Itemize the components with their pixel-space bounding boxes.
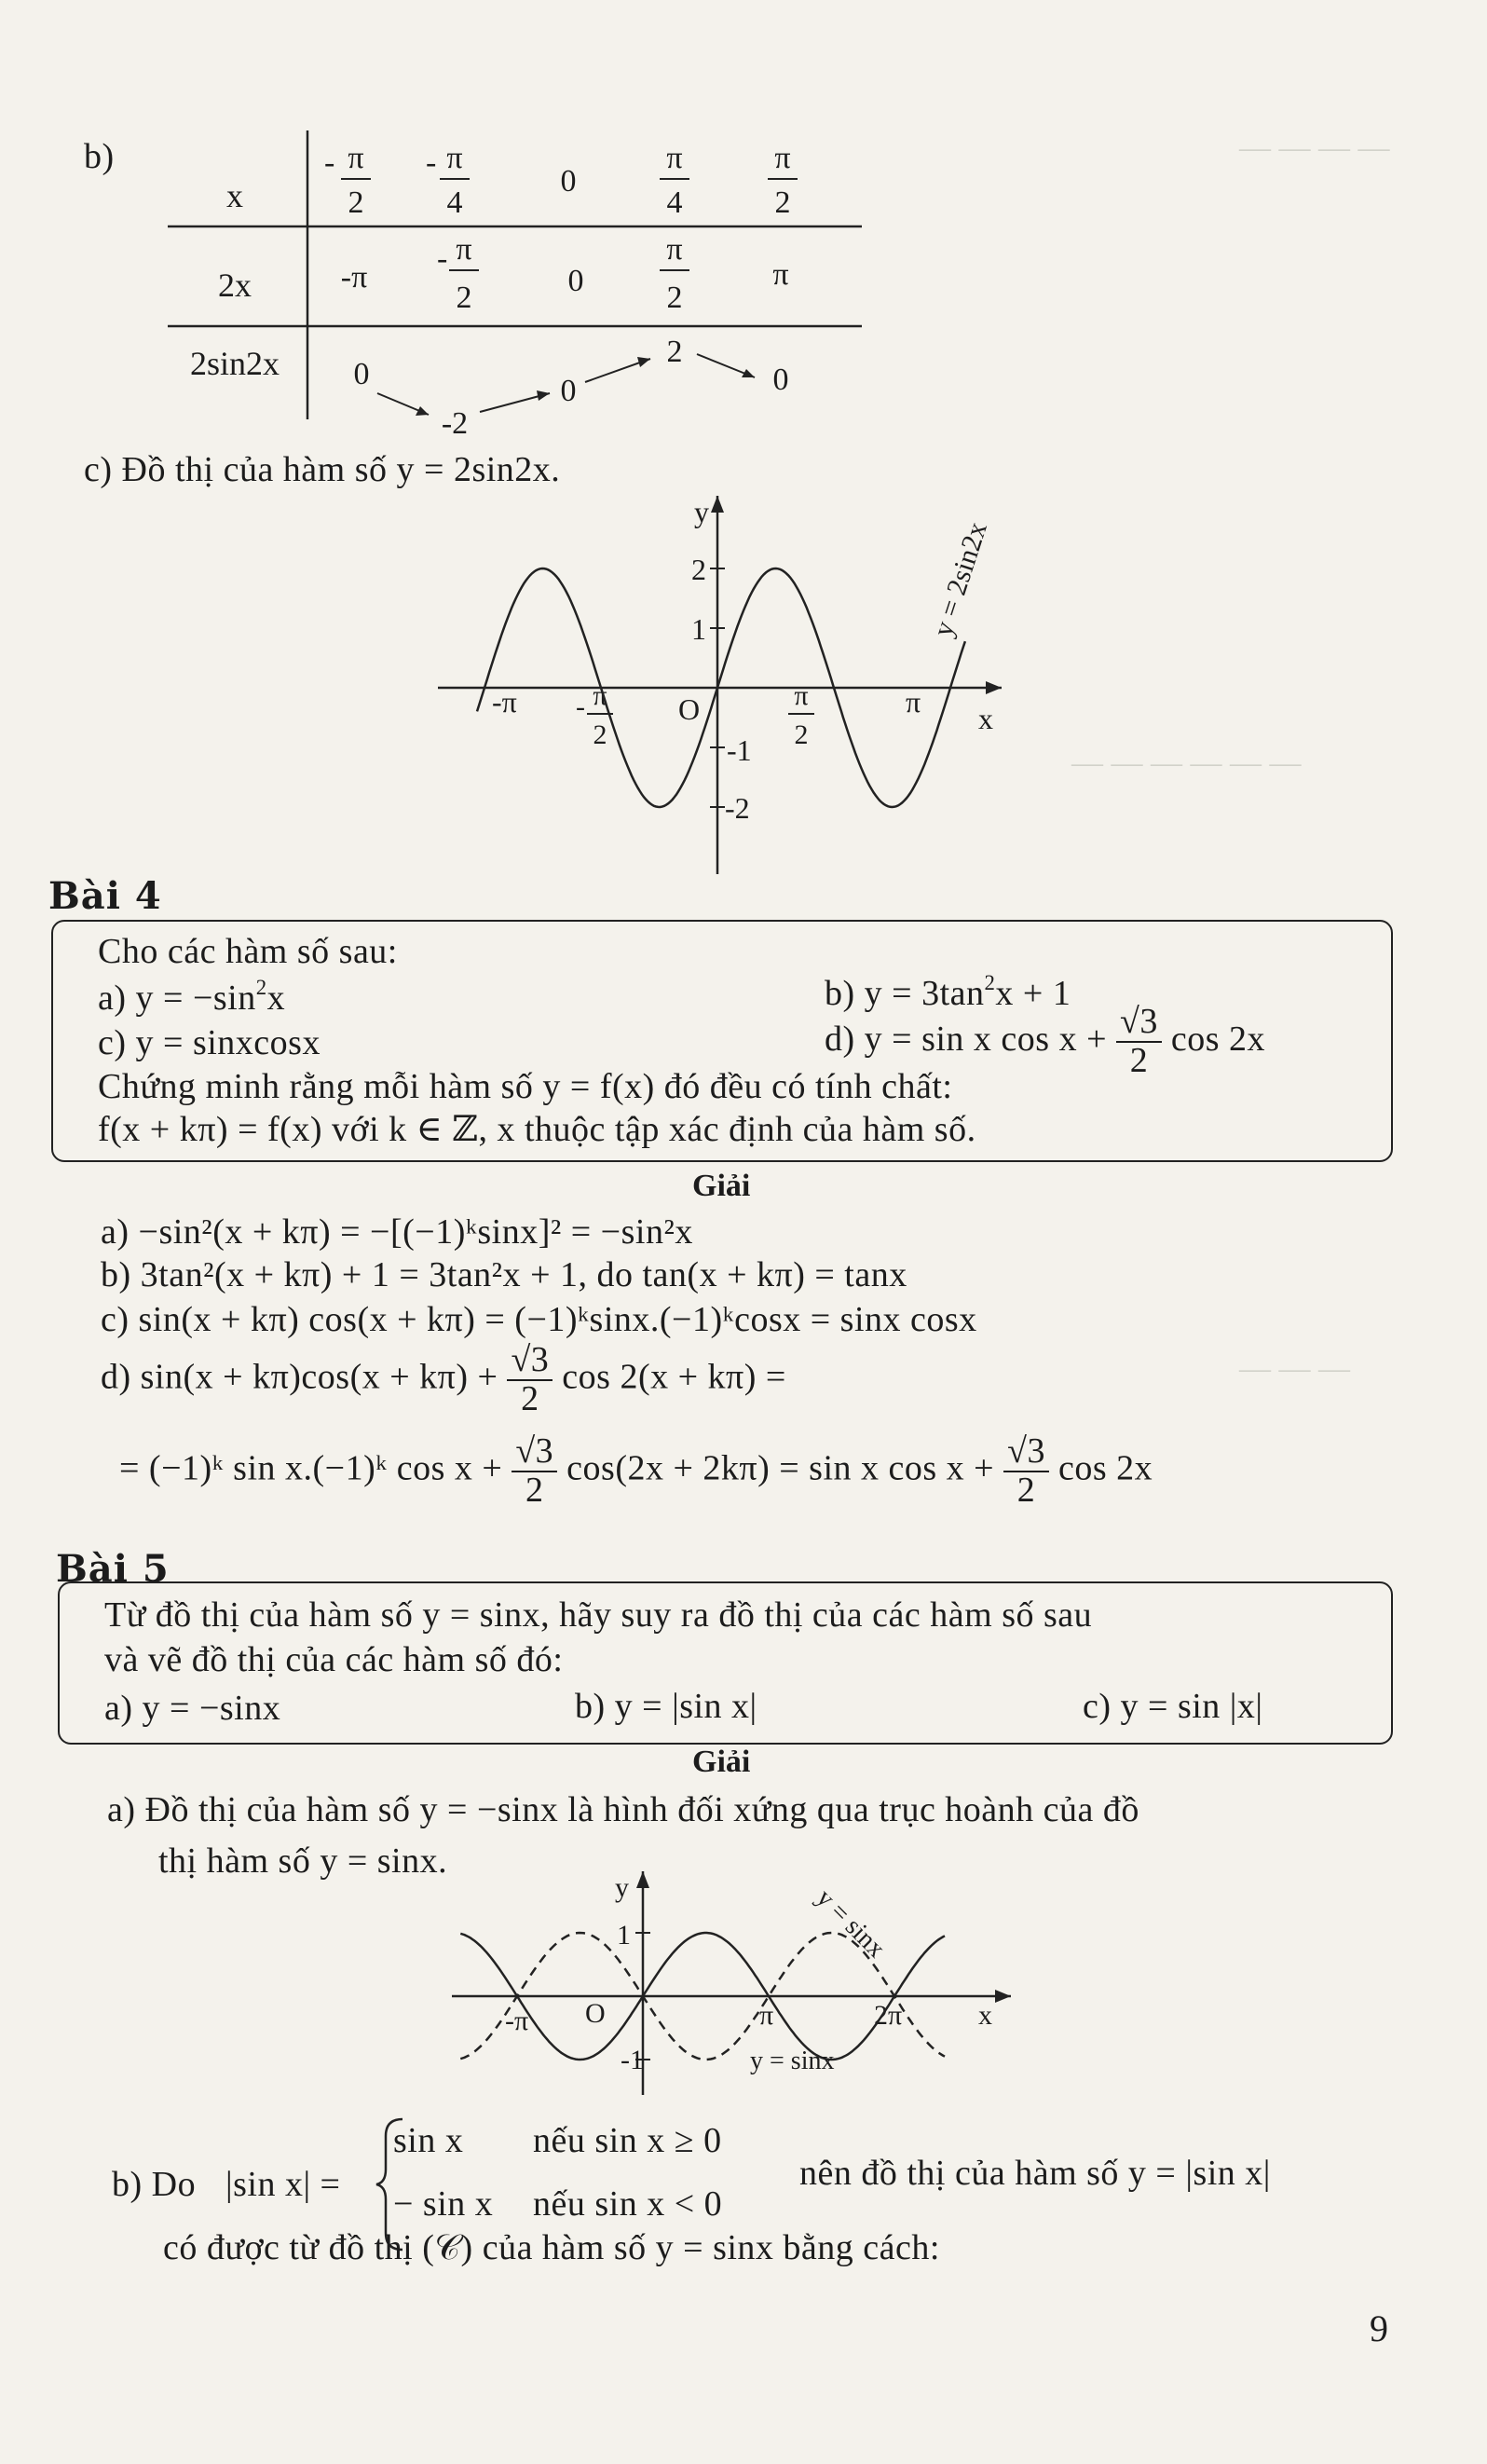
cell-x-0: 0: [560, 164, 577, 198]
bai5-giai: Giải: [692, 1745, 751, 1779]
y-axis-label: y: [694, 495, 709, 528]
case1-cond: nếu sin x ≥ 0: [533, 2121, 722, 2160]
x-tick-pi: π: [906, 685, 921, 719]
bai4-item-c: c) y = sinxcosx: [98, 1023, 321, 1062]
x-tick-2pi: 2π: [874, 2000, 903, 2031]
var-value-3: 0: [560, 374, 577, 408]
y-tick-2: 2: [691, 553, 706, 586]
bai5-sol-b-abs: |sin x| =: [225, 2165, 341, 2204]
svg-text:π: π: [348, 141, 364, 175]
svg-text:π: π: [456, 232, 472, 267]
graph-sin-reflection: [447, 1864, 1044, 2097]
curve-label-top: y = sinx: [811, 1883, 891, 1964]
x-axis-label: x: [978, 2000, 992, 2031]
var-value-4: 2: [666, 335, 683, 369]
origin-label: O: [678, 692, 701, 726]
svg-text:-: -: [324, 145, 335, 180]
bai5-sol-a1: a) Đồ thị của hàm số y = −sinx là hình đối xứng qua trục hoành của đồ: [107, 1790, 1139, 1829]
bai5-item-a: a) y = −sinx: [104, 1689, 281, 1728]
bai5-item-c: c) y = sin |x|: [1083, 1687, 1263, 1726]
bai4-claim2: f(x + kπ) = f(x) với k ∈ ℤ, x thuộc tập xác định của hàm số.: [98, 1110, 976, 1149]
cell-2x-0: 0: [567, 264, 584, 298]
svg-text:2: 2: [593, 719, 607, 750]
cell-2x-pi: π: [772, 257, 789, 292]
svg-text:4: 4: [666, 185, 683, 220]
bai5-sol-b-line2: có được từ đồ thị (𝒞) của hàm số y = sinx bằng cách:: [163, 2228, 940, 2267]
bai4-intro: Cho các hàm số sau:: [98, 932, 398, 971]
y-tick-neg1: -1: [727, 733, 752, 767]
svg-text:π: π: [774, 141, 791, 175]
bai4-title: Bài 4: [48, 874, 162, 918]
row-head-2sin2x: 2sin2x: [189, 345, 280, 382]
bai5-sol-a2: thị hàm số y = sinx.: [158, 1841, 448, 1881]
y-tick-neg1: -1: [621, 2045, 644, 2075]
bai4-sol-a: a) −sin²(x + kπ) = −[(−1)ᵏsinx]² = −sin²x: [101, 1212, 693, 1252]
bai4-problem-box: [51, 920, 1393, 1162]
origin-label: O: [585, 1998, 606, 2029]
row-head-x: x: [226, 177, 243, 214]
cell-2x-neg-pi: -π: [340, 260, 368, 294]
bai5-title: Bài 5: [56, 1547, 170, 1591]
cell-2x-pi-2: [660, 232, 689, 315]
y-axis-label: y: [615, 1872, 629, 1903]
cell-x-neg-pi-4: [426, 141, 470, 220]
svg-text:π: π: [593, 680, 607, 711]
svg-text:-: -: [426, 145, 437, 180]
bai4-sol-b: b) 3tan²(x + kπ) + 1 = 3tan²x + 1, do tan(x + kπ) = tanx: [101, 1255, 907, 1294]
case1-expr: sin x: [393, 2121, 464, 2160]
value-table: [158, 130, 885, 438]
bai4-item-b: b) $y = 3\tan^2x + 1$: [825, 971, 1071, 1013]
x-tick-neg-pi: -π: [505, 2005, 529, 2036]
svg-text:π: π: [794, 680, 809, 711]
bai4-sol-c: c) sin(x + kπ) cos(x + kπ) = (−1)ᵏsinx.(−1)ᵏcosx = sinx cosx: [101, 1300, 977, 1339]
x-tick-pi-2: [788, 680, 814, 750]
bai4-claim: Chứng minh rằng mỗi hàm số y = f(x) đó đều có tính chất:: [98, 1067, 953, 1106]
curve-label: y = 2sin2x: [927, 518, 993, 641]
svg-text:2: 2: [794, 719, 809, 750]
bai5-sol-b-prefix: b) Do: [112, 2165, 197, 2204]
bai5-item-b: b) y = |sin x|: [575, 1687, 757, 1726]
svg-text:-: -: [576, 691, 585, 722]
cell-x-neg-pi-2: [324, 141, 371, 220]
bai5-box-line2: và vẽ đồ thị của các hàm số đó:: [104, 1640, 564, 1679]
svg-text:π: π: [446, 141, 463, 175]
case2-cond: nếu sin x < 0: [533, 2184, 723, 2224]
x-tick-neg-pi: -π: [492, 685, 517, 719]
row-head-2x: 2x: [218, 267, 252, 304]
graph-2sin2x: [429, 485, 1025, 876]
cell-x-pi-4: [660, 141, 689, 220]
case2-expr: − sin x: [393, 2184, 494, 2224]
svg-text:2: 2: [666, 281, 683, 315]
svg-text:-: -: [437, 241, 448, 276]
svg-text:2: 2: [456, 281, 472, 315]
bai4-item-d: d) y = sin x cos x + $\frac{√3}{2}$ cos 2x: [825, 1002, 1266, 1081]
page-number: 9: [1370, 2307, 1389, 2349]
svg-text:2: 2: [348, 185, 364, 220]
svg-text:π: π: [666, 141, 683, 175]
bai5-box-line1: Từ đồ thị của hàm số y = sinx, hãy suy ra đồ thị của các hàm số sau: [104, 1595, 1093, 1635]
var-value-5: 0: [772, 363, 789, 397]
svg-text:2: 2: [774, 185, 791, 220]
y-tick-1: 1: [691, 612, 706, 646]
x-tick-pi: π: [759, 2000, 774, 2031]
bai4-sol-d1: d) sin(x + kπ)cos(x + kπ) + $\frac{√3}{2}$ cos 2(x + kπ) =: [101, 1340, 786, 1418]
var-value-1: 0: [353, 357, 370, 391]
svg-text:π: π: [666, 232, 683, 267]
x-axis-label: x: [978, 702, 993, 735]
bai4-item-a: a) $y = -\sin^2x$: [98, 976, 286, 1018]
bai5-problem-box: [58, 1581, 1393, 1745]
cell-x-pi-2: [768, 141, 798, 220]
cell-2x-neg-pi-2: [437, 232, 479, 315]
part-c-caption: c) Đồ thị của hàm số y = 2sin2x.: [84, 450, 561, 489]
curve-label-bottom: y = sinx: [750, 2046, 835, 2075]
bai5-sol-b-suffix: nên đồ thị của hàm số y = |sin x|: [799, 2154, 1271, 2193]
bai4-giai: Giải: [692, 1169, 751, 1203]
y-tick-1: 1: [617, 1920, 631, 1951]
y-tick-neg2: -2: [725, 791, 750, 825]
svg-text:4: 4: [446, 185, 463, 220]
part-b-label: b): [84, 137, 115, 176]
var-value-2: -2: [441, 406, 469, 438]
bai4-sol-d2: = (−1)ᵏ sin x.(−1)ᵏ cos x + $\frac{√3}{2}$ cos(2x + 2kπ) = sin x cos x + $\frac{√3}{2}$ cos 2x: [119, 1431, 1153, 1510]
x-tick-neg-pi-2: [576, 680, 613, 750]
